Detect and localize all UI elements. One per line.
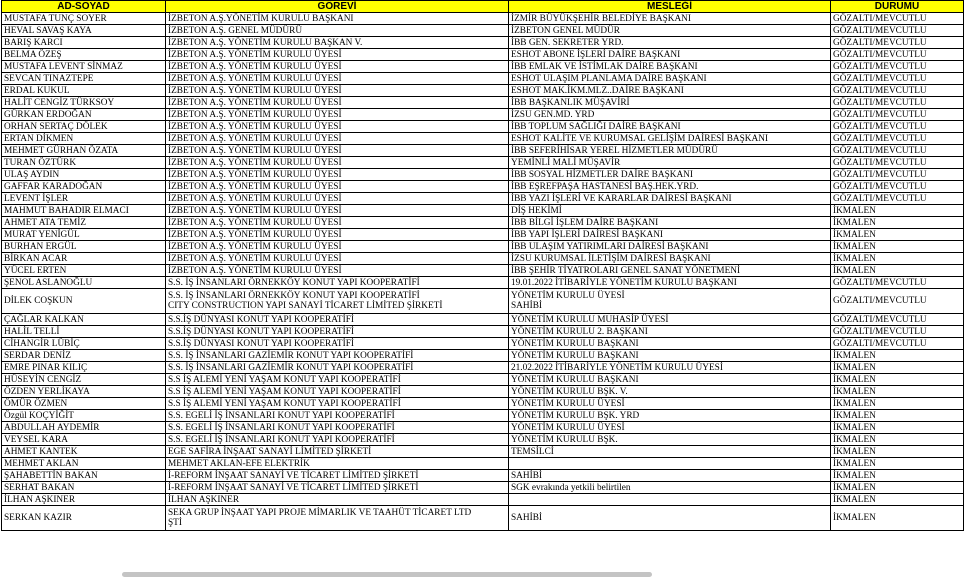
name-cell: CİHANGİR LÜBİÇ bbox=[2, 338, 166, 350]
job-cell bbox=[509, 145, 831, 157]
role-cell bbox=[166, 133, 509, 145]
table-row bbox=[2, 398, 964, 410]
status-cell: GÖZALTI/MEVCUTLU bbox=[831, 338, 964, 350]
job-cell-line: DİŞ HEKİMİ bbox=[511, 205, 562, 216]
role-cell bbox=[166, 97, 509, 109]
name-cell: HÜSEYİN CENGİZ bbox=[2, 374, 166, 386]
job-cell bbox=[509, 494, 831, 506]
status-cell: İKMALEN bbox=[831, 374, 964, 386]
job-cell bbox=[509, 205, 831, 217]
job-cell bbox=[509, 386, 831, 398]
name-cell: ÇAĞLAR KALKAN bbox=[2, 314, 166, 326]
job-cell bbox=[509, 181, 831, 193]
job-cell-line: İBB BİLGİ İŞLEM DAİRE BAŞKANI bbox=[511, 217, 659, 228]
role-cell bbox=[166, 350, 509, 362]
status-cell: İKMALEN bbox=[831, 446, 964, 458]
job-cell bbox=[509, 410, 831, 422]
role-cell bbox=[166, 482, 509, 494]
table-row bbox=[2, 458, 964, 470]
role-cell-line: İZBETON A.Ş. YÖNETİM KURULU ÜYESİ bbox=[168, 193, 342, 204]
role-cell-line: İZBETON A.Ş. YÖNETİM KURULU ÜYESİ bbox=[168, 205, 342, 216]
role-cell bbox=[166, 398, 509, 410]
name-cell: ÖMÜR ÖZMEN bbox=[2, 398, 166, 410]
name-cell: SEVCAN TINAZTEPE bbox=[2, 73, 166, 85]
table-row bbox=[2, 97, 964, 109]
name-cell: AHMET ATA TEMİZ bbox=[2, 217, 166, 229]
role-cell bbox=[166, 61, 509, 73]
table-row bbox=[2, 229, 964, 241]
name-cell: ERTAN DİKMEN bbox=[2, 133, 166, 145]
status-cell: GÖZALTI/MEVCUTLU bbox=[831, 121, 964, 133]
status-cell: GÖZALTI/MEVCUTLU bbox=[831, 193, 964, 205]
name-cell: BURHAN ERGÜL bbox=[2, 241, 166, 253]
role-cell-line: S.S İŞ ALEMİ YENİ YAŞAM KONUT YAPI KOOPERATİFİ bbox=[168, 386, 401, 397]
status-cell: GÖZALTI/MEVCUTLU bbox=[831, 109, 964, 121]
status-cell: GÖZALTI/MEVCUTLU bbox=[831, 13, 964, 25]
job-cell-line: İZBETON GENEL MÜDÜR bbox=[511, 25, 620, 36]
job-cell-line: İBB YAZI İŞLERİ VE KARARLAR DAİRESİ BAŞKANI bbox=[511, 193, 732, 204]
role-cell bbox=[166, 205, 509, 217]
job-cell bbox=[509, 73, 831, 85]
job-cell-line: İBB EMLAK VE İSTİMLAK DAİRE BAŞKANI bbox=[511, 61, 698, 72]
name-cell: MUSTAFA LEVENT SİNMAZ bbox=[2, 61, 166, 73]
table-row bbox=[2, 85, 964, 97]
table-row bbox=[2, 205, 964, 217]
table-row bbox=[2, 374, 964, 386]
job-cell-line: YÖNETİM KURULU BAŞKANI bbox=[511, 350, 639, 361]
role-cell-line: SEKA GRUP İNŞAAT YAPI PROJE MİMARLIK VE TAAHÜT TİCARET LTD bbox=[168, 508, 472, 518]
name-cell: ERDAL KUKUL bbox=[2, 85, 166, 97]
status-cell: GÖZALTI/MEVCUTLU bbox=[831, 169, 964, 181]
status-cell: İKMALEN bbox=[831, 350, 964, 362]
job-cell-line: 21.02.2022 İTİBARİYLE YÖNETİM KURULU ÜYESİ bbox=[511, 362, 723, 373]
table-row bbox=[2, 314, 964, 326]
status-cell: GÖZALTI/MEVCUTLU bbox=[831, 326, 964, 338]
table-row bbox=[2, 145, 964, 157]
job-cell-line: ESHOT ABONE İŞLERİ DAİRE BAŞKANI bbox=[511, 49, 681, 60]
table-row bbox=[2, 434, 964, 446]
role-cell-line: S.S.İŞ DÜNYASI KONUT YAPI KOOPERATİFİ bbox=[168, 314, 354, 325]
table-row bbox=[2, 446, 964, 458]
status-cell: İKMALEN bbox=[831, 458, 964, 470]
job-cell bbox=[509, 61, 831, 73]
job-cell-line: YÖNETİM KURULU ÜYESİ bbox=[511, 398, 625, 409]
job-cell bbox=[509, 37, 831, 49]
job-cell bbox=[509, 121, 831, 133]
job-cell-line: YÖNETİM KURULU BAŞKANI bbox=[511, 338, 639, 349]
status-cell: İKMALEN bbox=[831, 362, 964, 374]
name-cell: MAHMUT BAHADIR ELMACI bbox=[2, 205, 166, 217]
role-cell-line: S.S. EGELİ İŞ İNSANLARI KONUT YAPI KOOPERATİFİ bbox=[168, 410, 395, 421]
job-cell bbox=[509, 157, 831, 169]
job-cell bbox=[509, 265, 831, 277]
status-cell: İKMALEN bbox=[831, 229, 964, 241]
job-cell bbox=[509, 362, 831, 374]
job-cell-line: İBB SOSYAL HİZMETLER DAİRE BAŞKANI bbox=[511, 169, 693, 180]
status-cell: GÖZALTI/MEVCUTLU bbox=[831, 37, 964, 49]
table-row bbox=[2, 326, 964, 338]
role-cell-line: İZBETON A.Ş. YÖNETİM KURULU BAŞKAN V. bbox=[168, 37, 363, 48]
status-cell: GÖZALTI/MEVCUTLU bbox=[831, 314, 964, 326]
name-cell: BİRKAN ACAR bbox=[2, 253, 166, 265]
role-cell-line: S.S.İŞ DÜNYASI KONUT YAPI KOOPERATİFİ bbox=[168, 338, 354, 349]
job-cell bbox=[509, 458, 831, 470]
table-row bbox=[2, 362, 964, 374]
table-row bbox=[2, 121, 964, 133]
job-cell-line: SAHİBİ bbox=[511, 301, 542, 311]
name-cell: BELMA ÖZEŞ bbox=[2, 49, 166, 61]
job-cell-line: YÖNETİM KURULU BAŞKANI bbox=[511, 374, 639, 385]
table-row bbox=[2, 241, 964, 253]
role-cell-line: İZBETON A.Ş. YÖNETİM KURULU ÜYESİ bbox=[168, 145, 342, 156]
role-cell bbox=[166, 458, 509, 470]
status-cell: GÖZALTI/MEVCUTLU bbox=[831, 157, 964, 169]
role-cell bbox=[166, 362, 509, 374]
status-cell: İKMALEN bbox=[831, 410, 964, 422]
table-row bbox=[2, 169, 964, 181]
job-cell bbox=[509, 482, 831, 494]
role-cell-line: İLHAN AŞKINER bbox=[168, 494, 240, 505]
role-cell bbox=[166, 506, 509, 531]
job-cell bbox=[509, 470, 831, 482]
status-cell: İKMALEN bbox=[831, 494, 964, 506]
job-cell bbox=[509, 13, 831, 25]
role-cell bbox=[166, 181, 509, 193]
role-cell bbox=[166, 193, 509, 205]
status-cell: GÖZALTI/MEVCUTLU bbox=[831, 73, 964, 85]
name-cell: DİLEK COŞKUN bbox=[2, 289, 166, 314]
job-cell-line: İBB TOPLUM SAĞLIĞI DAİRE BAŞKANI bbox=[511, 121, 681, 132]
table-row bbox=[2, 277, 964, 289]
header-ad-soyad: AD-SOYAD bbox=[2, 1, 166, 13]
role-cell-line: İZBETON A.Ş. YÖNETİM KURULU ÜYESİ bbox=[168, 61, 342, 72]
status-cell: GÖZALTI/MEVCUTLU bbox=[831, 85, 964, 97]
role-cell bbox=[166, 470, 509, 482]
role-cell-line: MEHMET AKLAN-EFE ELEKTRİK bbox=[168, 458, 310, 469]
job-cell bbox=[509, 133, 831, 145]
role-cell bbox=[166, 121, 509, 133]
table-row bbox=[2, 265, 964, 277]
role-cell-line: İZBETON A.Ş. YÖNETİM KURULU ÜYESİ bbox=[168, 217, 342, 228]
status-cell: İKMALEN bbox=[831, 217, 964, 229]
status-cell: İKMALEN bbox=[831, 205, 964, 217]
job-cell-line: ESHOT MAK.İKM.MLZ..DAİRE BAŞKANI bbox=[511, 85, 684, 96]
role-cell bbox=[166, 13, 509, 25]
job-cell-line: YÖNETİM KURULU ÜYESİ bbox=[511, 422, 625, 433]
role-cell bbox=[166, 326, 509, 338]
name-cell: MEHMET AKLAN bbox=[2, 458, 166, 470]
job-cell-line: YÖNETİM KURULU BŞK. V. bbox=[511, 386, 628, 397]
job-cell-line: SAHİBİ bbox=[511, 513, 542, 523]
role-cell bbox=[166, 289, 509, 314]
job-cell bbox=[509, 350, 831, 362]
role-cell-line: S.S İŞ ALEMİ YENİ YAŞAM KONUT YAPI KOOPERATİFİ bbox=[168, 374, 401, 385]
role-cell-line: S.S. EGELİ İŞ İNSANLARI KONUT YAPI KOOPERATİFİ bbox=[168, 422, 395, 433]
name-cell: EMRE PINAR KILIÇ bbox=[2, 362, 166, 374]
role-cell bbox=[166, 386, 509, 398]
job-cell-line: YÖNETİM KURULU BŞK. bbox=[511, 434, 618, 445]
status-cell: İKMALEN bbox=[831, 398, 964, 410]
name-cell: ŞENOL ASLANOĞLU bbox=[2, 277, 166, 289]
status-cell: İKMALEN bbox=[831, 482, 964, 494]
status-cell: GÖZALTI/MEVCUTLU bbox=[831, 97, 964, 109]
name-cell: HEVAL SAVAŞ KAYA bbox=[2, 25, 166, 37]
job-cell-line: İBB ULAŞIM YATIRIMLARI DAİRESİ BAŞKANI bbox=[511, 241, 709, 252]
table-row bbox=[2, 422, 964, 434]
job-cell-line: İZSU KURUMSAL İLETİŞİM DAİRESİ BAŞKANI bbox=[511, 253, 711, 264]
role-cell bbox=[166, 73, 509, 85]
role-cell-line: ŞTİ bbox=[168, 518, 182, 528]
name-cell: BARIŞ KARCI bbox=[2, 37, 166, 49]
name-cell: Özgül KOÇYİĞİT bbox=[2, 410, 166, 422]
role-cell bbox=[166, 410, 509, 422]
status-cell: GÖZALTI/MEVCUTLU bbox=[831, 133, 964, 145]
role-cell-line: İZBETON A.Ş. YÖNETİM KURULU ÜYESİ bbox=[168, 181, 342, 192]
table-row bbox=[2, 109, 964, 121]
table-row bbox=[2, 386, 964, 398]
role-cell-line: İZBETON A.Ş. YÖNETİM KURULU ÜYESİ bbox=[168, 169, 342, 180]
role-cell bbox=[166, 145, 509, 157]
job-cell-line: İBB GEN. SEKRETER YRD. bbox=[511, 37, 624, 48]
job-cell-line: 19.01.2022 İTİBARİYLE YÖNETİM KURULU BAŞKANI bbox=[511, 277, 737, 288]
table-row bbox=[2, 482, 964, 494]
job-cell bbox=[509, 314, 831, 326]
role-cell bbox=[166, 314, 509, 326]
job-cell-line: YEMİNLİ MALİ MÜŞAVİR bbox=[511, 157, 621, 168]
role-cell bbox=[166, 434, 509, 446]
table-row bbox=[2, 37, 964, 49]
name-cell: YÜCEL ERTEN bbox=[2, 265, 166, 277]
job-cell bbox=[509, 169, 831, 181]
status-cell: İKMALEN bbox=[831, 434, 964, 446]
status-cell: İKMALEN bbox=[831, 241, 964, 253]
status-cell: İKMALEN bbox=[831, 506, 964, 531]
role-cell bbox=[166, 277, 509, 289]
table-row bbox=[2, 157, 964, 169]
table-row bbox=[2, 470, 964, 482]
name-cell: MEHMET GÜRHAN ÖZATA bbox=[2, 145, 166, 157]
role-cell bbox=[166, 446, 509, 458]
role-cell-line: İZBETON A.Ş. YÖNETİM KURULU ÜYESİ bbox=[168, 97, 342, 108]
table-row bbox=[2, 133, 964, 145]
role-cell bbox=[166, 217, 509, 229]
table-row bbox=[2, 350, 964, 362]
job-cell-line: İBB BAŞKANLIK MÜŞAVİRİ bbox=[511, 97, 630, 108]
role-cell-line: S.S. İŞ İNSANLARI ÖRNEKKÖY KONUT YAPI KOOPERATİFİ bbox=[168, 277, 420, 288]
job-cell-line: İBB SEFERİHİSAR YEREL HİZMETLER MÜDÜRÜ bbox=[511, 145, 718, 156]
role-cell-line: İZBETON A.Ş. YÖNETİM KURULU ÜYESİ bbox=[168, 133, 342, 144]
table-row bbox=[2, 73, 964, 85]
job-cell bbox=[509, 338, 831, 350]
status-cell: GÖZALTI/MEVCUTLU bbox=[831, 145, 964, 157]
job-cell bbox=[509, 253, 831, 265]
status-cell: İKMALEN bbox=[831, 253, 964, 265]
name-cell: SERHAT BAKAN bbox=[2, 482, 166, 494]
header-meslegi: MESLEĞİ bbox=[509, 1, 831, 13]
status-cell: GÖZALTI/MEVCUTLU bbox=[831, 61, 964, 73]
table-row bbox=[2, 253, 964, 265]
status-cell: GÖZALTI/MEVCUTLU bbox=[831, 181, 964, 193]
detainee-table bbox=[1, 0, 964, 531]
name-cell: ÖZDEN YERLİKAYA bbox=[2, 386, 166, 398]
job-cell bbox=[509, 229, 831, 241]
name-cell: AHMET KANTEK bbox=[2, 446, 166, 458]
job-cell-line: TEMSİLCİ bbox=[511, 446, 554, 457]
table-row bbox=[2, 217, 964, 229]
header-row bbox=[2, 1, 964, 13]
job-cell bbox=[509, 25, 831, 37]
role-cell bbox=[166, 85, 509, 97]
job-cell-line: YÖNETİM KURULU ÜYESİ bbox=[511, 291, 625, 301]
job-cell-line: İBB ŞEHİR TİYATROLARI GENEL SANAT YÖNETMENİ bbox=[511, 265, 741, 276]
job-cell bbox=[509, 326, 831, 338]
table-body bbox=[2, 13, 964, 531]
role-cell-line: S.S. İŞ İNSANLARI GAZİEMİR KONUT YAPI KOOPERATİFİ bbox=[168, 350, 414, 361]
role-cell-line: İZBETON A.Ş. GENEL MÜDÜRÜ bbox=[168, 25, 303, 36]
job-cell-line: SAHİBİ bbox=[511, 470, 542, 481]
header-gorevi: GÖREVİ bbox=[166, 1, 509, 13]
table-row bbox=[2, 13, 964, 25]
name-cell: İLHAN AŞKINER bbox=[2, 494, 166, 506]
name-cell: LEVENT İŞLER bbox=[2, 193, 166, 205]
job-cell-line: İZMİR BÜYÜKŞEHİR BELEDİYE BAŞKANI bbox=[511, 13, 691, 24]
header-durumu: DURUMU bbox=[831, 1, 964, 13]
status-cell: GÖZALTI/MEVCUTLU bbox=[831, 25, 964, 37]
role-cell-line: İZBETON A.Ş. YÖNETİM KURULU ÜYESİ bbox=[168, 253, 342, 264]
role-cell-line: S.S. İŞ İNSANLARI ÖRNEKKÖY KONUT YAPI KOOPERATİFİ bbox=[168, 291, 420, 301]
role-cell-line: S.S. İŞ İNSANLARI GAZİEMİR KONUT YAPI KOOPERATİFİ bbox=[168, 362, 414, 373]
job-cell-line: ESHOT KALİTE VE KURUMSAL GELİŞİM DAİRESİ BAŞKANI bbox=[511, 133, 769, 144]
horizontal-scrollbar[interactable] bbox=[122, 572, 652, 577]
status-cell: İKMALEN bbox=[831, 422, 964, 434]
status-cell: GÖZALTI/MEVCUTLU bbox=[831, 49, 964, 61]
role-cell bbox=[166, 422, 509, 434]
status-cell: GÖZALTI/MEVCUTLU bbox=[831, 289, 964, 314]
role-cell bbox=[166, 157, 509, 169]
job-cell-line: İZSU GEN.MD. YRD bbox=[511, 109, 595, 120]
table-row bbox=[2, 181, 964, 193]
status-cell: İKMALEN bbox=[831, 470, 964, 482]
name-cell: MURAT YENİGÜL bbox=[2, 229, 166, 241]
role-cell bbox=[166, 49, 509, 61]
job-cell bbox=[509, 289, 831, 314]
name-cell: SERKAN KAZIR bbox=[2, 506, 166, 531]
role-cell bbox=[166, 25, 509, 37]
role-cell-line: EGE SAFİRA İNŞAAT SANAYİ LİMİTED ŞİRKETİ bbox=[168, 446, 372, 457]
role-cell bbox=[166, 374, 509, 386]
job-cell-line: YÖNETİM KURULU BŞK. YRD bbox=[511, 410, 640, 421]
job-cell-line: İBB EŞREFPAŞA HASTANESİ BAŞ.HEK.YRD. bbox=[511, 181, 699, 192]
status-cell: İKMALEN bbox=[831, 265, 964, 277]
role-cell-line: S.S. EGELİ İŞ İNSANLARI KONUT YAPI KOOPERATİFİ bbox=[168, 434, 395, 445]
name-cell: MUSTAFA TUNÇ SOYER bbox=[2, 13, 166, 25]
table-row bbox=[2, 410, 964, 422]
name-cell: ORHAN SERTAÇ DÖLEK bbox=[2, 121, 166, 133]
name-cell: HALİT CENGİZ TÜRKSOY bbox=[2, 97, 166, 109]
job-cell bbox=[509, 398, 831, 410]
job-cell bbox=[509, 446, 831, 458]
role-cell-line: İZBETON A.Ş. YÖNETİM KURULU ÜYESİ bbox=[168, 109, 342, 120]
status-cell: GÖZALTI/MEVCUTLU bbox=[831, 277, 964, 289]
job-cell-line: SGK evrakında yetkili belirtilen bbox=[511, 482, 631, 493]
role-cell bbox=[166, 338, 509, 350]
role-cell bbox=[166, 253, 509, 265]
job-cell bbox=[509, 217, 831, 229]
job-cell bbox=[509, 85, 831, 97]
role-cell-line: İ-REFORM İNŞAAT SANAYİ VE TİCARET LİMİTED ŞİRKETİ bbox=[168, 482, 419, 493]
role-cell-line: İ-REFORM İNŞAAT SANAYİ VE TİCARET LİMİTED ŞİRKETİ bbox=[168, 470, 419, 481]
table-row bbox=[2, 25, 964, 37]
role-cell-line: İZBETON A.Ş. YÖNETİM KURULU ÜYESİ bbox=[168, 85, 342, 96]
role-cell-line: S.S.İŞ DÜNYASI KONUT YAPI KOOPERATİFİ bbox=[168, 326, 354, 337]
table-row bbox=[2, 338, 964, 350]
role-cell-line: CITY CONSTRUCTION YAPI SANAYİ TİCARET LİMİTED ŞİRKETİ bbox=[168, 301, 443, 311]
name-cell: ŞAHABETTİN BAKAN bbox=[2, 470, 166, 482]
job-cell bbox=[509, 374, 831, 386]
job-cell bbox=[509, 434, 831, 446]
name-cell: ULAŞ AYDIN bbox=[2, 169, 166, 181]
role-cell bbox=[166, 169, 509, 181]
table-row bbox=[2, 49, 964, 61]
role-cell bbox=[166, 241, 509, 253]
role-cell-line: İZBETON A.Ş. YÖNETİM KURULU ÜYESİ bbox=[168, 241, 342, 252]
role-cell-line: İZBETON A.Ş. YÖNETİM KURULU ÜYESİ bbox=[168, 229, 342, 240]
job-cell bbox=[509, 506, 831, 531]
role-cell bbox=[166, 229, 509, 241]
name-cell: ABDULLAH AYDEMİR bbox=[2, 422, 166, 434]
job-cell bbox=[509, 277, 831, 289]
status-cell: İKMALEN bbox=[831, 386, 964, 398]
job-cell-line: İBB YAPI İŞLERİ DAİRESİ BAŞKANI bbox=[511, 229, 664, 240]
job-cell bbox=[509, 193, 831, 205]
job-cell bbox=[509, 109, 831, 121]
role-cell bbox=[166, 494, 509, 506]
job-cell-line: YÖNETİM KURULU MUHASİP ÜYESİ bbox=[511, 314, 669, 325]
role-cell bbox=[166, 265, 509, 277]
name-cell: SERDAR DENİZ bbox=[2, 350, 166, 362]
job-cell-line: ESHOT ULAŞIM PLANLAMA DAİRE BAŞKANI bbox=[511, 73, 707, 84]
job-cell bbox=[509, 241, 831, 253]
role-cell-line: İZBETON A.Ş. YÖNETİM KURULU ÜYESİ bbox=[168, 265, 342, 276]
name-cell: HALİL TELLİ bbox=[2, 326, 166, 338]
job-cell bbox=[509, 422, 831, 434]
role-cell-line: İZBETON A.Ş. YÖNETİM KURULU ÜYESİ bbox=[168, 49, 342, 60]
role-cell-line: İZBETON A.Ş. YÖNETİM KURULU ÜYESİ bbox=[168, 73, 342, 84]
role-cell-line: İZBETON A.Ş.YÖNETİM KURULU BAŞKANI bbox=[168, 13, 354, 24]
role-cell-line: İZBETON A.Ş. YÖNETİM KURULU ÜYESİ bbox=[168, 157, 342, 168]
table-row bbox=[2, 289, 964, 314]
job-cell bbox=[509, 97, 831, 109]
name-cell: GAFFAR KARADOĞAN bbox=[2, 181, 166, 193]
job-cell-line: YÖNETİM KURULU 2. BAŞKANI bbox=[511, 326, 648, 337]
role-cell bbox=[166, 109, 509, 121]
name-cell: TURAN ÖZTÜRK bbox=[2, 157, 166, 169]
role-cell-line: İZBETON A.Ş. YÖNETİM KURULU ÜYESİ bbox=[168, 121, 342, 132]
role-cell bbox=[166, 37, 509, 49]
table-row bbox=[2, 61, 964, 73]
name-cell: VEYSEL KARA bbox=[2, 434, 166, 446]
table-row bbox=[2, 193, 964, 205]
role-cell-line: S.S İŞ ALEMİ YENİ YAŞAM KONUT YAPI KOOPERATİFİ bbox=[168, 398, 401, 409]
table-row bbox=[2, 494, 964, 506]
job-cell bbox=[509, 49, 831, 61]
name-cell: GÜRKAN ERDOĞAN bbox=[2, 109, 166, 121]
table-row bbox=[2, 506, 964, 531]
